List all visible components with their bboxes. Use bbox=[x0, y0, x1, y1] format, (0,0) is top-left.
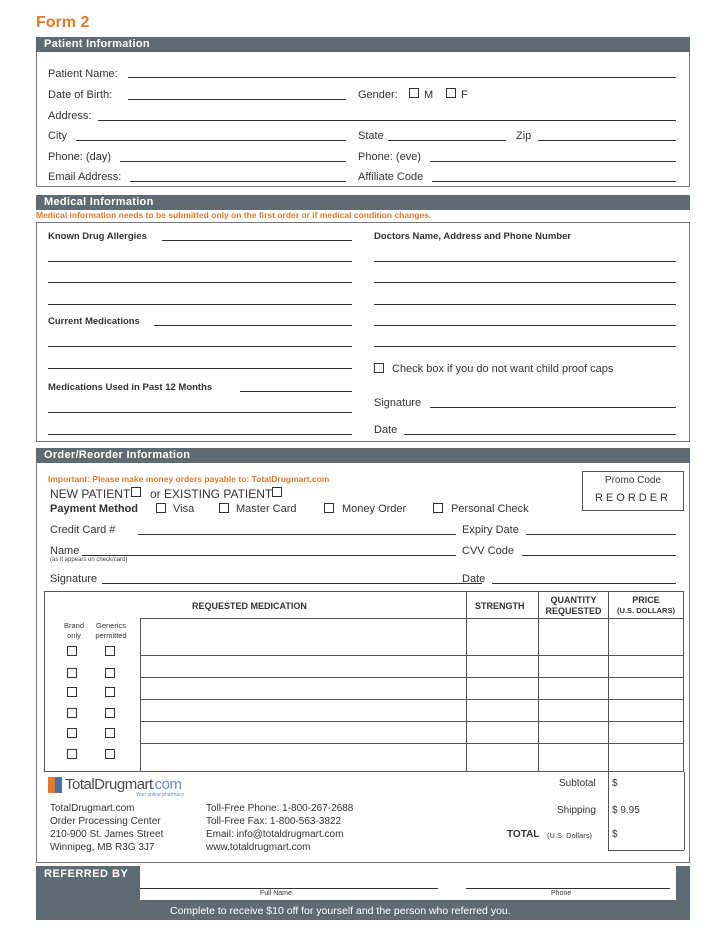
address-label: Address: bbox=[48, 110, 92, 122]
order-signature-field[interactable] bbox=[102, 583, 482, 584]
referred-fields-area bbox=[140, 866, 676, 900]
medical-notice: Medical information needs to be submitted only on the first order or if medical condition changes. bbox=[36, 210, 432, 220]
gender-label: Gender: bbox=[358, 89, 398, 101]
existing-patient-checkbox[interactable] bbox=[272, 487, 282, 497]
email-label: Email Address: bbox=[48, 171, 122, 183]
personal-check-label: Personal Check bbox=[451, 503, 529, 515]
medical-section-box bbox=[36, 222, 690, 442]
shipping-label: Shipping bbox=[557, 805, 596, 816]
current-meds-label: Current Medications bbox=[48, 316, 140, 327]
referrer-name-field[interactable] bbox=[140, 888, 438, 889]
col-price-2: (U.S. DOLLARS) bbox=[617, 606, 675, 615]
generic-checkbox[interactable] bbox=[105, 708, 115, 718]
brand-checkbox[interactable] bbox=[67, 749, 77, 759]
generic-checkbox[interactable] bbox=[105, 749, 115, 759]
address-field[interactable] bbox=[98, 120, 676, 121]
subtotal-label: Subtotal bbox=[559, 778, 596, 789]
referral-footer: Complete to receive $10 off for yourself and the person who referred you. bbox=[170, 905, 511, 917]
generics-label-2: permitted bbox=[95, 631, 127, 640]
mastercard-label: Master Card bbox=[236, 503, 297, 515]
card-name-note: (as it appears on check/card) bbox=[50, 557, 128, 563]
affiliate-field[interactable] bbox=[432, 181, 676, 182]
past-meds-field[interactable] bbox=[240, 391, 352, 392]
city-field[interactable] bbox=[76, 140, 346, 141]
generics-label: Generics bbox=[95, 621, 126, 630]
generic-checkbox[interactable] bbox=[105, 687, 115, 697]
important-notice: Important: Please make money orders payable to: TotalDrugmart.com bbox=[48, 474, 330, 484]
company-email[interactable]: Email: info@totaldrugmart.com bbox=[206, 829, 344, 840]
brand-only-label-2: only bbox=[67, 631, 81, 640]
brand-checkbox[interactable] bbox=[67, 687, 77, 697]
affiliate-label: Affiliate Code bbox=[358, 171, 424, 183]
current-meds-line[interactable] bbox=[48, 368, 352, 369]
referrer-phone-label: Phone bbox=[551, 890, 572, 897]
doctors-line[interactable] bbox=[374, 282, 676, 283]
doctors-label: Doctors Name, Address and Phone Number bbox=[374, 231, 572, 242]
existing-patient-label: or EXISTING PATIENT bbox=[150, 487, 273, 501]
col-strength: STRENGTH bbox=[475, 601, 525, 611]
allergies-line[interactable] bbox=[48, 304, 352, 305]
brand-checkbox[interactable] bbox=[67, 646, 77, 656]
expiry-label: Expiry Date bbox=[462, 524, 519, 536]
total-note: (U.S. Dollars) bbox=[547, 831, 593, 840]
cvv-field[interactable] bbox=[522, 555, 676, 556]
state-field[interactable] bbox=[388, 140, 506, 141]
medical-section-header: Medical Information bbox=[36, 195, 690, 210]
company-web[interactable]: www.totaldrugmart.com bbox=[206, 842, 311, 853]
doctors-line[interactable] bbox=[374, 325, 676, 326]
promo-code-box[interactable] bbox=[582, 471, 684, 511]
dob-label: Date of Birth: bbox=[48, 89, 113, 101]
dob-field[interactable] bbox=[128, 99, 346, 100]
form-title: Form 2 bbox=[36, 14, 90, 31]
gender-f-label: F bbox=[461, 89, 468, 101]
logo-icon bbox=[48, 777, 62, 793]
brand-checkbox[interactable] bbox=[67, 728, 77, 738]
medical-date-field[interactable] bbox=[404, 434, 676, 435]
total-value[interactable]: $ bbox=[612, 829, 618, 840]
brand-only-label: Brand bbox=[63, 621, 84, 630]
gender-m-checkbox[interactable] bbox=[409, 88, 419, 98]
order-date-label: Date bbox=[462, 573, 486, 585]
zip-field[interactable] bbox=[538, 140, 676, 141]
doctors-line[interactable] bbox=[374, 346, 676, 347]
medical-signature-label: Signature bbox=[374, 397, 422, 409]
allergies-field[interactable] bbox=[162, 240, 352, 241]
childproof-label: Check box if you do not want child proof caps bbox=[392, 363, 614, 375]
patient-name-label: Patient Name: bbox=[48, 68, 118, 80]
money-order-label: Money Order bbox=[342, 503, 407, 515]
gender-f-checkbox[interactable] bbox=[446, 88, 456, 98]
visa-checkbox[interactable] bbox=[156, 503, 166, 513]
brand-checkbox[interactable] bbox=[67, 668, 77, 678]
past-meds-label: Medications Used in Past 12 Months bbox=[48, 382, 213, 393]
generic-checkbox[interactable] bbox=[105, 646, 115, 656]
company-phone: Toll-Free Phone: 1-800-267-2688 bbox=[206, 803, 354, 814]
company-street: 210-900 St. James Street bbox=[50, 829, 164, 840]
doctors-line[interactable] bbox=[374, 261, 676, 262]
col-price: PRICE bbox=[632, 595, 660, 605]
referrer-name-label: Full Name bbox=[260, 890, 292, 897]
col-quantity-2: REQUESTED bbox=[545, 606, 602, 616]
past-meds-line[interactable] bbox=[48, 434, 352, 435]
logo-text: TotalDrugmart bbox=[65, 776, 153, 793]
patient-section-header: Patient Information bbox=[36, 37, 690, 52]
past-meds-line[interactable] bbox=[48, 412, 352, 413]
order-signature-label: Signature bbox=[50, 573, 98, 585]
state-label: State bbox=[358, 130, 384, 142]
card-name-field[interactable] bbox=[82, 555, 456, 556]
allergies-line[interactable] bbox=[48, 261, 352, 262]
money-order-checkbox[interactable] bbox=[324, 503, 334, 513]
phone-day-label: Phone: (day) bbox=[48, 151, 111, 163]
generic-checkbox[interactable] bbox=[105, 728, 115, 738]
order-section-header: Order/Reorder Information bbox=[36, 448, 690, 463]
medical-signature-field[interactable] bbox=[430, 407, 676, 408]
company-city: Winnipeg, MB R3G 3J7 bbox=[50, 842, 155, 853]
email-field[interactable] bbox=[130, 181, 346, 182]
current-meds-field[interactable] bbox=[154, 325, 352, 326]
cvv-label: CVV Code bbox=[462, 545, 514, 557]
current-meds-line[interactable] bbox=[48, 346, 352, 347]
new-patient-checkbox[interactable] bbox=[131, 487, 141, 497]
gender-m-label: M bbox=[424, 89, 434, 101]
logo-tagline: Your online pharmacy bbox=[136, 792, 185, 798]
expiry-field[interactable] bbox=[526, 534, 676, 535]
childproof-checkbox[interactable] bbox=[374, 363, 384, 373]
generic-checkbox[interactable] bbox=[105, 668, 115, 678]
company-name: TotalDrugmart.com bbox=[50, 803, 135, 814]
shipping-value: $ 9.95 bbox=[612, 805, 640, 816]
referred-by-label: REFERRED BY bbox=[44, 868, 129, 880]
promo-code-value: REORDER bbox=[594, 492, 671, 504]
new-patient-label: NEW PATIENT bbox=[50, 487, 131, 501]
brand-checkbox[interactable] bbox=[67, 708, 77, 718]
phone-eve-label: Phone: (eve) bbox=[358, 151, 421, 163]
logo-suffix: .com bbox=[151, 776, 182, 793]
personal-check-checkbox[interactable] bbox=[433, 503, 443, 513]
medical-date-label: Date bbox=[374, 424, 398, 436]
referrer-phone-field[interactable] bbox=[466, 888, 670, 889]
allergies-line[interactable] bbox=[48, 282, 352, 283]
company-dept: Order Processing Center bbox=[50, 816, 161, 827]
col-requested-medication: REQUESTED MEDICATION bbox=[192, 601, 307, 611]
credit-card-label: Credit Card # bbox=[50, 524, 116, 536]
promo-code-label: Promo Code bbox=[604, 475, 662, 486]
subtotal-value[interactable]: $ bbox=[612, 778, 618, 789]
company-fax: Toll-Free Fax: 1-800-563-3822 bbox=[206, 816, 342, 827]
city-label: City bbox=[48, 130, 67, 142]
order-date-field[interactable] bbox=[492, 583, 676, 584]
total-label: TOTAL bbox=[507, 829, 540, 840]
payment-method-label: Payment Method bbox=[50, 503, 139, 515]
col-quantity: QUANTITY bbox=[550, 595, 597, 605]
visa-label: Visa bbox=[173, 503, 195, 515]
doctors-line[interactable] bbox=[374, 304, 676, 305]
mastercard-checkbox[interactable] bbox=[219, 503, 229, 513]
allergies-label: Known Drug Allergies bbox=[48, 231, 147, 242]
phone-eve-field[interactable] bbox=[430, 161, 676, 162]
card-name-label: Name bbox=[50, 545, 80, 557]
zip-label: Zip bbox=[516, 130, 532, 142]
phone-day-field[interactable] bbox=[120, 161, 346, 162]
patient-name-field[interactable] bbox=[128, 77, 676, 78]
credit-card-field[interactable] bbox=[138, 534, 456, 535]
